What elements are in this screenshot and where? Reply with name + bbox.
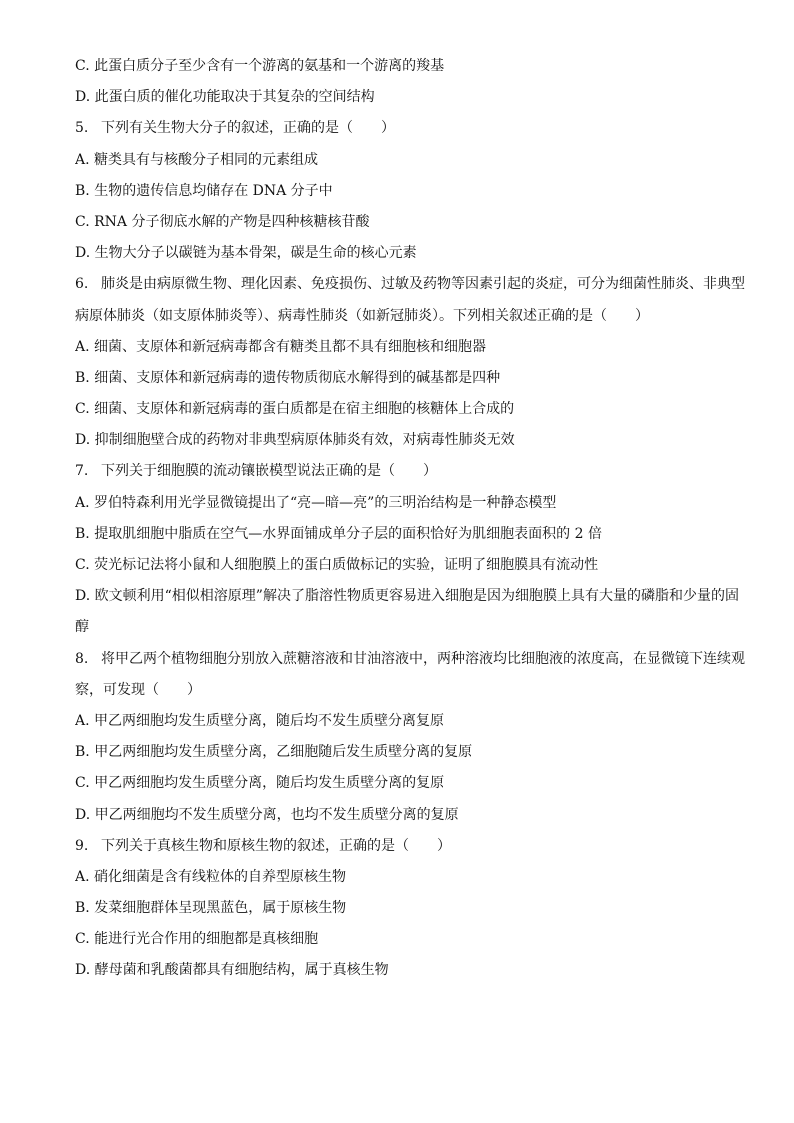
q5-number: 5. bbox=[75, 120, 89, 137]
q8-option-d: D. 甲乙两细胞均不发生质壁分离，也均不发生质壁分离的复原 bbox=[75, 806, 459, 823]
q9-option-a: A. 硝化细菌是含有线粒体的自养型原核生物 bbox=[75, 868, 347, 885]
q5-stem-text: 下列有关生物大分子的叙述，正确的是（ ） bbox=[101, 120, 395, 137]
q5-option-d: D. 生物大分子以碳链为基本骨架，碳是生命的核心元素 bbox=[75, 245, 417, 262]
q6-stem-line1 bbox=[75, 269, 747, 300]
q7-option-c: C. 荧光标记法将小鼠和人细胞膜上的蛋白质做标记的实验，证明了细胞膜具有流动性 bbox=[75, 557, 599, 573]
q9-option-c: C. 能进行光合作用的细胞都是真核细胞 bbox=[75, 931, 319, 948]
q6-stem-text-1: 肺炎是由病原微生物、理化因素、免疫损伤、过敏及药物等因素引起的炎症，可分为细菌性肺炎、非典型 bbox=[101, 276, 745, 293]
q8-stem-text-1: 将甲乙两个植物细胞分别放入蔗糖溶液和甘油溶液中，两种溶液均比细胞液的浓度高，在显微镜下连续观 bbox=[101, 650, 745, 667]
q7-number: 7. bbox=[75, 463, 89, 480]
q6-number: 6. bbox=[75, 276, 89, 293]
q6-option-b: B. 细菌、支原体和新冠病毒的遗传物质彻底水解得到的碱基都是四种 bbox=[75, 369, 501, 386]
q6-option-d: D. 抑制细胞壁合成的药物对非典型病原体肺炎有效，对病毒性肺炎无效 bbox=[75, 432, 515, 449]
q9-number: 9. bbox=[75, 837, 89, 854]
q7-option-d-line2: 醇 bbox=[75, 619, 89, 636]
q8-stem-line1 bbox=[75, 644, 747, 675]
q9-stem bbox=[75, 831, 747, 862]
q8-number: 8. bbox=[75, 650, 89, 667]
q7-option-d-line1: D. 欧文顿利用“相似相溶原理”解决了脂溶性物质更容易进入细胞是因为细胞膜上具有大量的磷脂和少量的固 bbox=[75, 588, 739, 605]
q7-stem bbox=[75, 456, 747, 487]
q9-option-b: B. 发菜细胞群体呈现黑蓝色，属于原核生物 bbox=[75, 900, 347, 917]
q5-option-a: A. 糖类具有与核酸分子相同的元素组成 bbox=[75, 151, 319, 168]
q7-option-b: B. 提取肌细胞中脂质在空气—水界面铺成单分子层的面积恰好为肌细胞表面积的 2 倍 bbox=[75, 525, 602, 542]
q6-option-a: A. 细菌、支原体和新冠病毒都含有糖类且都不具有细胞核和细胞器 bbox=[75, 338, 487, 355]
q7-option-a: A. 罗伯特森利用光学显微镜提出了“亮—暗—亮”的三明治结构是一种静态模型 bbox=[75, 494, 557, 511]
q4-option-d: D. 此蛋白质的催化功能取决于其复杂的空间结构 bbox=[75, 89, 375, 106]
q4-option-c: C. 此蛋白质分子至少含有一个游离的氨基和一个游离的羧基 bbox=[75, 58, 445, 74]
q6-option-c: C. 细菌、支原体和新冠病毒的蛋白质都是在宿主细胞的核糖体上合成的 bbox=[75, 401, 515, 418]
question-content bbox=[75, 51, 747, 987]
q8-option-c: C. 甲乙两细胞均发生质壁分离，随后均发生质壁分离的复原 bbox=[75, 775, 445, 792]
q8-stem-line2: 察，可发现（ ） bbox=[75, 681, 201, 698]
q7-stem-text: 下列关于细胞膜的流动镶嵌模型说法正确的是（ ） bbox=[101, 463, 437, 480]
q5-option-c: C. RNA 分子彻底水解的产物是四种核糖核苷酸 bbox=[75, 213, 370, 230]
q5-option-b: B. 生物的遗传信息均储存在 DNA 分子中 bbox=[75, 182, 333, 199]
q5-stem bbox=[75, 113, 747, 144]
q8-option-a: A. 甲乙两细胞均发生质壁分离，随后均不发生质壁分离复原 bbox=[75, 712, 445, 729]
q9-option-d: D. 酵母菌和乳酸菌都具有细胞结构，属于真核生物 bbox=[75, 962, 389, 979]
q8-option-b: B. 甲乙两细胞均发生质壁分离，乙细胞随后发生质壁分离的复原 bbox=[75, 744, 473, 761]
q6-stem-line2: 病原体肺炎（如支原体肺炎等）、病毒性肺炎（如新冠肺炎）。下列相关叙述正确的是（ ） bbox=[75, 307, 649, 324]
q9-stem-text: 下列关于真核生物和原核生物的叙述，正确的是（ ） bbox=[101, 837, 451, 854]
